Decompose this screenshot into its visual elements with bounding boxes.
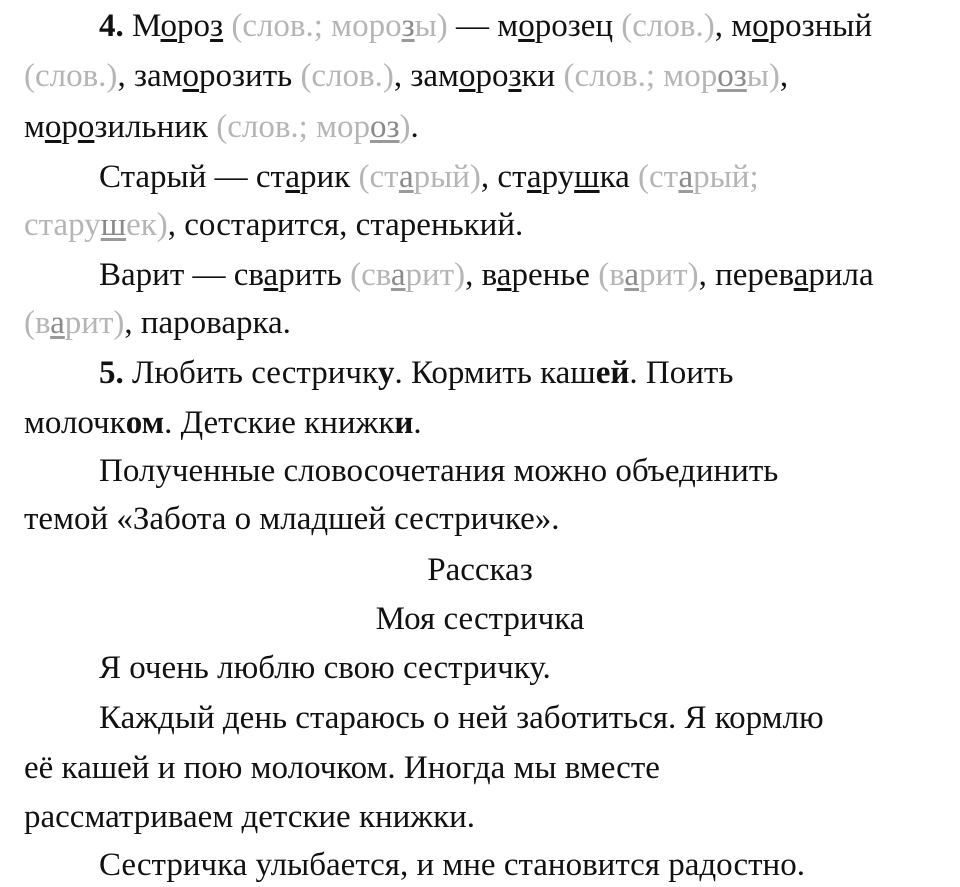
gray-note: рит) <box>64 305 125 341</box>
text-segment: Моя сестричка <box>375 601 585 637</box>
gray-underlined-letter: а <box>678 159 694 195</box>
bold-text: и <box>394 405 414 441</box>
bold-text: у <box>378 355 395 391</box>
gray-note: (слов.) <box>300 58 394 94</box>
underlined-letter: а <box>793 257 809 293</box>
text-segment: ро <box>177 8 211 44</box>
bold-text: ом <box>125 405 165 441</box>
line-9 <box>0 403 960 443</box>
gray-underlined-letter: з <box>401 8 415 44</box>
gray-note: (слов.; моро <box>231 8 402 44</box>
line-10 <box>0 451 960 491</box>
gray-underlined-letter: оз <box>717 58 747 94</box>
text-segment: , пароварка. <box>124 305 291 341</box>
underlined-letter: з <box>210 8 224 44</box>
bold-text: ей <box>595 355 630 391</box>
underlined-letter: о <box>77 109 95 145</box>
underlined-letter: о <box>160 8 178 44</box>
text-segment: рик <box>300 159 359 195</box>
line-4 <box>0 157 960 197</box>
text-segment: , ст <box>480 159 527 195</box>
gray-note: ы) <box>746 58 780 94</box>
line-5 <box>0 205 960 245</box>
line-18 <box>0 845 960 885</box>
text-segment: , перев <box>698 257 794 293</box>
text-segment: ки <box>521 58 564 94</box>
line-8 <box>0 353 960 393</box>
text-segment: . Поить <box>629 355 734 391</box>
text-segment: . <box>413 405 422 441</box>
line-3 <box>0 107 960 147</box>
text-segment: молочк <box>24 405 126 441</box>
underlined-letter: о <box>752 8 769 44</box>
line-7 <box>0 303 960 343</box>
text-segment: м <box>24 109 45 145</box>
line-11 <box>0 499 960 539</box>
underlined-letter: о <box>182 58 200 94</box>
text-segment: розный <box>768 8 873 44</box>
text-segment: ру <box>541 159 575 195</box>
gray-note: рый; <box>693 159 759 195</box>
gray-note: ) <box>399 109 411 145</box>
text-segment: ро <box>475 58 509 94</box>
text-segment: зильник <box>94 109 217 145</box>
text-segment: Любить сестричк <box>123 355 378 391</box>
line-17 <box>0 797 960 837</box>
gray-note: (ст <box>358 159 399 195</box>
line-2 <box>0 56 960 96</box>
gray-note: (ст <box>638 159 679 195</box>
gray-note: (св <box>350 257 391 293</box>
text-segment: Полученные словосочетания можно объединить <box>99 453 779 489</box>
line-15 <box>0 698 960 738</box>
gray-underlined-letter: а <box>398 159 414 195</box>
text-segment: р <box>61 109 78 145</box>
text-segment: Варит — св <box>99 257 264 293</box>
text-segment: . Кормить каш <box>394 355 596 391</box>
text-segment: темой «Забота о младшей сестричке». <box>24 501 560 537</box>
underlined-letter: а <box>496 257 512 293</box>
text-segment: , зам <box>393 58 459 94</box>
text-segment: рила <box>808 257 874 293</box>
gray-note: (слов.) <box>621 8 715 44</box>
text-segment: рить <box>278 257 351 293</box>
text-segment: . <box>410 109 419 145</box>
text-segment: Я очень люблю свою сестричку. <box>99 650 551 686</box>
text-segment: ренье <box>511 257 599 293</box>
text-segment: Старый — ст <box>99 159 286 195</box>
underlined-letter: ш <box>574 159 600 195</box>
text-segment: , м <box>714 8 753 44</box>
text-segment: Сестричка улыбается, и мне становится радостно. <box>99 847 805 883</box>
text-segment: . Детские книжк <box>164 405 395 441</box>
gray-note: (в <box>598 257 625 293</box>
gray-underlined-letter: ш <box>100 207 127 243</box>
gray-note: ы) <box>414 8 448 44</box>
underlined-letter: а <box>526 159 542 195</box>
gray-note: рый) <box>413 159 481 195</box>
bold-text: 4. <box>99 8 124 44</box>
gray-underlined-letter: оз <box>369 109 400 145</box>
line-14 <box>0 648 960 688</box>
heading-story-title <box>0 599 960 639</box>
text-segment: , в <box>465 257 497 293</box>
text-segment: , зам <box>117 58 183 94</box>
line-16 <box>0 748 960 788</box>
gray-underlined-letter: а <box>624 257 639 293</box>
underlined-letter: з <box>508 58 522 94</box>
text-segment: , состарится, старенький. <box>167 207 524 243</box>
underlined-letter: о <box>44 109 62 145</box>
text-segment: её кашей и пою молочком. Иногда мы вместе <box>24 750 660 786</box>
gray-note: (слов.; мор <box>563 58 718 94</box>
bold-text: 5. <box>99 355 124 391</box>
gray-underlined-letter: а <box>390 257 406 293</box>
gray-note: рит) <box>639 257 699 293</box>
text-segment <box>124 8 132 44</box>
gray-note: стару <box>24 207 101 243</box>
line-6 <box>0 255 960 295</box>
line-1 <box>0 6 960 46</box>
gray-note: (слов.) <box>24 58 118 94</box>
text-segment: розить <box>199 58 301 94</box>
underlined-letter: а <box>285 159 301 195</box>
underlined-letter: о <box>458 58 476 94</box>
gray-underlined-letter: а <box>50 305 65 341</box>
gray-note: (в <box>24 305 51 341</box>
text-segment: ка <box>599 159 638 195</box>
text-segment: , <box>779 58 789 94</box>
text-segment: розец <box>534 8 622 44</box>
gray-note: рит) <box>405 257 466 293</box>
text-segment: Каждый день стараюсь о ней заботиться. Я кормлю <box>99 700 824 736</box>
text-segment: рассматриваем детские книжки. <box>24 799 476 835</box>
heading-rasskaz <box>0 550 960 590</box>
text-segment: М <box>132 8 161 44</box>
text-segment: Рассказ <box>427 552 533 588</box>
gray-note: (слов.; мор <box>216 109 370 145</box>
text-segment: — м <box>447 8 519 44</box>
underlined-letter: о <box>518 8 535 44</box>
underlined-letter: а <box>263 257 279 293</box>
gray-note: ек) <box>126 207 168 243</box>
